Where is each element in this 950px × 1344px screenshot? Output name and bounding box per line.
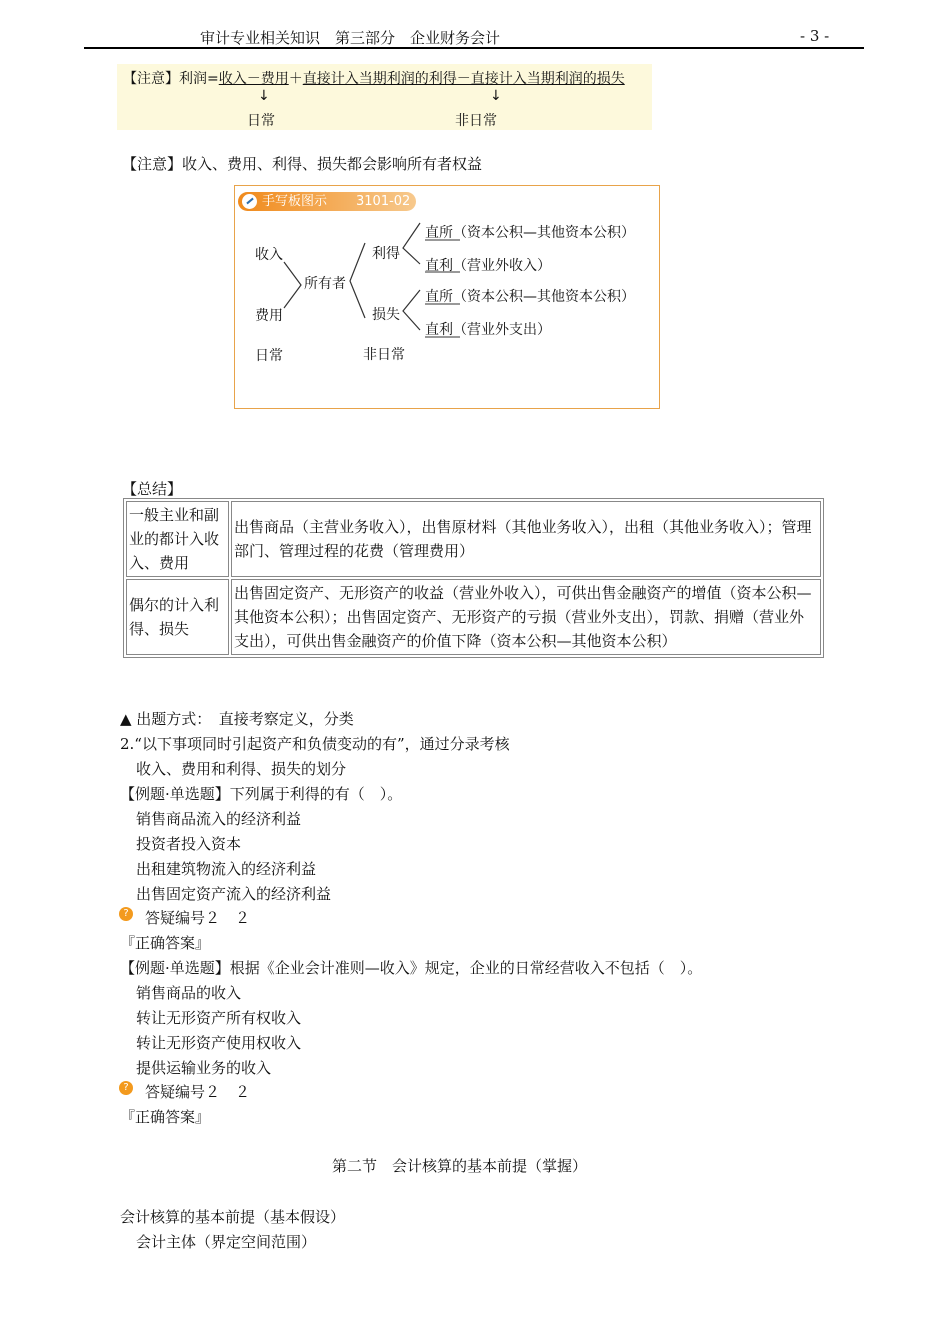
profit-formula-note [117, 64, 652, 130]
table-row [126, 579, 821, 655]
board-daily: 日常 [255, 348, 283, 364]
table-cell-category: 一般主业和副业的都计入收入、费用 [126, 501, 229, 577]
qa-number: 答疑编号２ ２ [145, 1083, 251, 1101]
q1-option: 出租建筑物流入的经济利益 [136, 860, 317, 878]
label-daily: 日常 [247, 113, 275, 129]
board-loss: 损失 [372, 307, 400, 323]
down-arrow-nondaily: ↓ [490, 88, 502, 104]
board-code: 3101-02 [356, 194, 411, 209]
page-number: - 3 - [800, 27, 830, 45]
branch-3-text: （资本公积—其他资本公积） [453, 289, 635, 305]
summary-title: 【总结】 [122, 480, 183, 498]
summary-table [123, 498, 824, 658]
board-branch-2 [425, 255, 551, 275]
branch-1-text: （资本公积—其他资本公积） [453, 225, 635, 241]
q2-option: 转让无形资产所有权收入 [136, 1009, 302, 1027]
question-1: 【例题·单选题】下列属于利得的有（ ）。 [120, 785, 403, 803]
branch-3-head: 直所 [425, 289, 453, 305]
down-arrow-daily: ↓ [258, 88, 270, 104]
equity-impact-note: 【注意】收入、费用、利得、损失都会影响所有者权益 [122, 155, 483, 173]
board-nondaily: 非日常 [363, 347, 405, 363]
board-income: 收入 [255, 247, 283, 263]
basic-assumptions: 会计核算的基本前提（基本假设） [120, 1208, 346, 1226]
table-cell-examples: 出售固定资产、无形资产的收益（营业外收入），可供出售金融资产的增值（资本公积—其他资本公积）；出售固定资产、无形资产的亏损（营业外支出），罚款、捐赠（营业外支出），可供出售金融资产的价值下降（资本公积—其他资本公积） [231, 579, 821, 655]
branch-2-text: （营业外收入） [453, 258, 551, 274]
board-branch-4 [425, 319, 551, 339]
correct-answer-label: 『正确答案』 [120, 1108, 211, 1126]
q2-option: 销售商品的收入 [136, 984, 242, 1002]
accounting-entity: 会计主体（界定空间范围） [136, 1233, 317, 1251]
q1-option: 投资者投入资本 [136, 835, 242, 853]
q2-option: 转让无形资产使用权收入 [136, 1034, 302, 1052]
header-rule [84, 47, 864, 49]
board-title: 手写板图示 [262, 194, 328, 209]
handwriting-board-diagram [234, 185, 660, 409]
q2-option: 提供运输业务的收入 [136, 1059, 272, 1077]
branch-1-head: 直所 [425, 225, 453, 241]
question-mark-icon[interactable]: ? [119, 1081, 133, 1095]
branch-4-head: 直利 [425, 322, 453, 338]
formula-part-daily: 收入－费用 [218, 71, 289, 87]
formula-part-nondaily: 直接计入当期利润的利得－直接计入当期利润的损失 [302, 71, 625, 87]
qa-number: 答疑编号２ ２ [145, 909, 251, 927]
board-branch-3 [425, 286, 635, 306]
exam-method: ▲ 出题方式： 直接考察定义，分类 [120, 710, 354, 728]
exam-point-2: 2.“以下事项同时引起资产和负债变动的有”，通过分录考核 [120, 735, 510, 753]
question-2: 【例题·单选题】根据《企业会计准则—收入》规定，企业的日常经营收入不包括（ ）。 [120, 959, 703, 977]
formula-plus: ＋ [288, 71, 303, 87]
q1-option: 销售商品流入的经济利益 [136, 810, 302, 828]
board-gain: 利得 [372, 246, 400, 262]
q1-option: 出售固定资产流入的经济利益 [136, 885, 332, 903]
table-cell-examples: 出售商品（主营业务收入），出售原材料（其他业务收入），出租（其他业务收入）；管理部门、管理过程的花费（管理费用） [231, 501, 821, 577]
section-heading: 第二节 会计核算的基本前提（掌握） [332, 1157, 588, 1175]
label-nondaily: 非日常 [455, 113, 497, 129]
board-branch-1 [425, 222, 635, 242]
branch-4-text: （营业外支出） [453, 322, 551, 338]
profit-formula [123, 68, 625, 88]
header-title: 审计专业相关知识 第三部分 企业财务会计 [200, 29, 501, 47]
formula-prefix: 【注意】利润= [123, 71, 219, 87]
branch-2-head: 直利 [425, 258, 453, 274]
table-row [126, 501, 821, 577]
board-owner: 所有者 [304, 276, 346, 292]
exam-point-detail: 收入、费用和利得、损失的划分 [136, 760, 347, 778]
question-mark-icon[interactable]: ? [119, 907, 133, 921]
table-cell-category: 偶尔的计入利得、损失 [126, 579, 229, 655]
board-expense: 费用 [255, 308, 283, 324]
correct-answer-label: 『正确答案』 [120, 934, 211, 952]
